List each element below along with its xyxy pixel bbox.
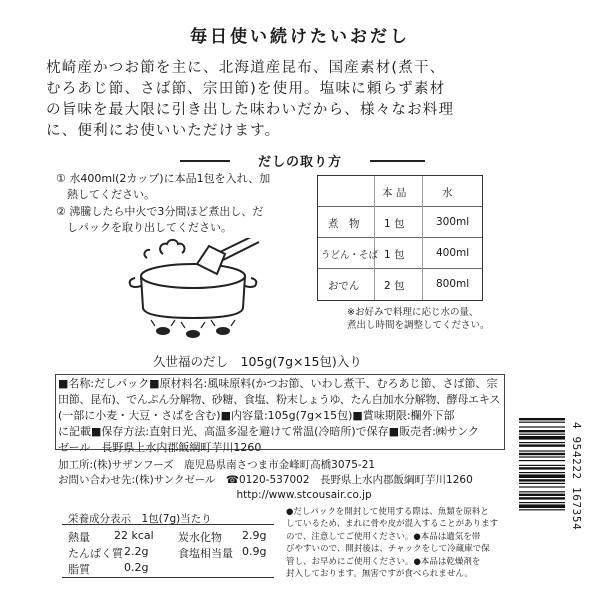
- barcode-bar: [519, 456, 565, 457]
- barcode-bar: [519, 436, 565, 440]
- note-line: ※お好みで料理に応じ水の量、: [347, 307, 479, 318]
- barcode-bar: [519, 422, 565, 423]
- product-name-line: 久世福のだし 105g(7g×15包)入り: [153, 354, 362, 369]
- section-divider-left: [180, 160, 230, 162]
- table-cell: うどん・そば: [321, 250, 379, 261]
- nutrition-label: 脂質: [68, 563, 90, 576]
- barcode-bar: [519, 426, 565, 427]
- step-line: ② 沸騰したら中火で3分間ほど煮出し、だ: [56, 205, 264, 218]
- nutrition-value: 0.2g: [124, 561, 149, 574]
- barcode-bar: [519, 430, 565, 432]
- barcode-bar: [519, 509, 565, 510]
- howto-step-2: [56, 204, 263, 236]
- caution-line: ので、注意してご使用ください。●本品は遺気を帯: [286, 531, 481, 542]
- section-divider-right: [370, 160, 425, 162]
- intro-line: むろあじ節、さば節、宗田節)を使用。塩味に頼らず素材: [46, 81, 446, 97]
- nutrition-label: 炭水化物: [178, 531, 222, 544]
- table-cell: 1 包: [384, 218, 405, 230]
- intro-line: 枕崎産かつお節を主に、北海道産昆布、国産素材(煮干、: [46, 60, 446, 76]
- barcode-bar: [519, 497, 565, 499]
- barcode-bar: [519, 460, 565, 461]
- barcode-bar: [519, 502, 565, 503]
- page-title: 毎日使い続けたいおだし: [190, 27, 410, 47]
- intro-line: の旨味を最大限に引き出した味わいだから、様々なお料理: [46, 102, 455, 118]
- nutrition-label: 熱量: [68, 531, 90, 544]
- barcode-bar: [519, 442, 565, 443]
- intro-line: に、便利にお使いいただけます。: [46, 123, 281, 139]
- note-line: 煮出し時間を調整してください。: [347, 320, 490, 331]
- barcode-bar: [519, 494, 565, 496]
- howto-title: だしの取り方: [257, 155, 342, 170]
- company-info: [58, 458, 473, 503]
- company-line: http://www.stcousair.co.jp: [58, 489, 372, 501]
- pot-illustration: [125, 238, 275, 338]
- barcode-number: [565, 418, 587, 588]
- company-line: お問い合わせ先:(株)サンクゼール ☎0120-537002 長野県上水内郡飯綱町芋川1260: [58, 474, 473, 486]
- caution-line: びやすいので、開封後は、チャックをして冷蔵庫で保: [286, 544, 490, 555]
- barcode-number-text: 4 954222 167354: [570, 422, 583, 531]
- barcode-bar: [519, 474, 565, 478]
- step-line: 熱してください。: [56, 188, 155, 201]
- barcode-bar: [519, 504, 565, 508]
- nutrition-value: 22 kcal: [114, 529, 154, 542]
- ingredients-line: に記載■保存方法:直射日光、高温多湿を避けて常温(冷暗所)で保存■販売者:㈱サンク: [58, 425, 480, 438]
- caution-line: ●だしパックを開封して使用する際は、魚類を原料と: [286, 507, 489, 517]
- company-line: 加工所:(株)サザンフーズ 鹿児島県南さつま市金峰町高橋3075-21: [58, 459, 376, 471]
- table-cell: 煮 物: [328, 218, 360, 230]
- barcode-bar: [519, 486, 565, 487]
- caution-line: しているため、まれに骨や皮が混入することがあります: [286, 519, 499, 530]
- barcode-bar: [519, 479, 565, 481]
- caution-text: [286, 506, 499, 580]
- ingredients-line: ゼール 長野県上水内郡飯綱町芋川1260: [58, 441, 262, 454]
- table-header: 水: [442, 187, 453, 199]
- caution-line: 封入しております。無害ですが食べられません。: [286, 569, 473, 580]
- step-line: しパックを取り出してください。: [56, 221, 232, 234]
- barcode-bar: [519, 450, 565, 451]
- barcode-bar: [519, 491, 565, 492]
- table-cell: 1 包: [384, 249, 405, 261]
- intro-text: [46, 58, 566, 142]
- nutrition-value: 2.2g: [124, 545, 149, 558]
- barcode-bar: [519, 444, 565, 446]
- table-cell: おでん: [328, 280, 360, 292]
- barcode-bar: [519, 465, 565, 466]
- step-line: ① 水400ml(2カップ)に本品1包を入れ、加: [56, 172, 271, 185]
- nutrition-value: 2.9g: [242, 529, 267, 542]
- table-cell: 300ml: [436, 216, 470, 228]
- barcode-bar: [519, 418, 565, 420]
- ingredients-text: [58, 376, 501, 456]
- barcode-bar: [519, 467, 565, 469]
- barcode-bar: [519, 453, 565, 455]
- ingredients-line: (一部に小麦・大豆・さばを含む)■内容量:105g(7g×15包)■賞味期限:欄外下部: [58, 409, 455, 422]
- barcode-bar: [519, 472, 565, 473]
- table-cell: 400ml: [436, 247, 470, 259]
- nutrition-table: [62, 524, 274, 578]
- table-cell: 2 包: [384, 280, 405, 292]
- ingredients-line: 田節、昆布)、でんぷん分解物、砂糖、食塩、粉末しょうゆ、たん白加水分解物、酵母エキス: [58, 393, 501, 406]
- nutrition-label: たんぱく質: [68, 547, 123, 560]
- barcode: [519, 418, 565, 588]
- caution-line: 管し、お早めにご使用ください。●本品は乾燥剤を: [286, 556, 481, 567]
- water-ratio-table: [317, 175, 483, 301]
- nutrition-title: 栄養成分表示 1包(7g)当たり: [68, 513, 212, 525]
- table-header: 本 品: [382, 187, 407, 199]
- barcode-bar: [519, 434, 565, 435]
- table-note: [347, 306, 490, 332]
- ingredients-line: ■名称:だしパック■原材料名:風味原料(かつお節、いわし煮干、むろあじ節、さば節、宗: [58, 377, 498, 390]
- barcode-bar: [519, 483, 565, 484]
- nutrition-label: 食塩相当量: [178, 547, 233, 560]
- nutrition-value: 0.9g: [242, 545, 267, 558]
- howto-step-1: [56, 171, 270, 203]
- table-cell: 800ml: [436, 278, 470, 290]
